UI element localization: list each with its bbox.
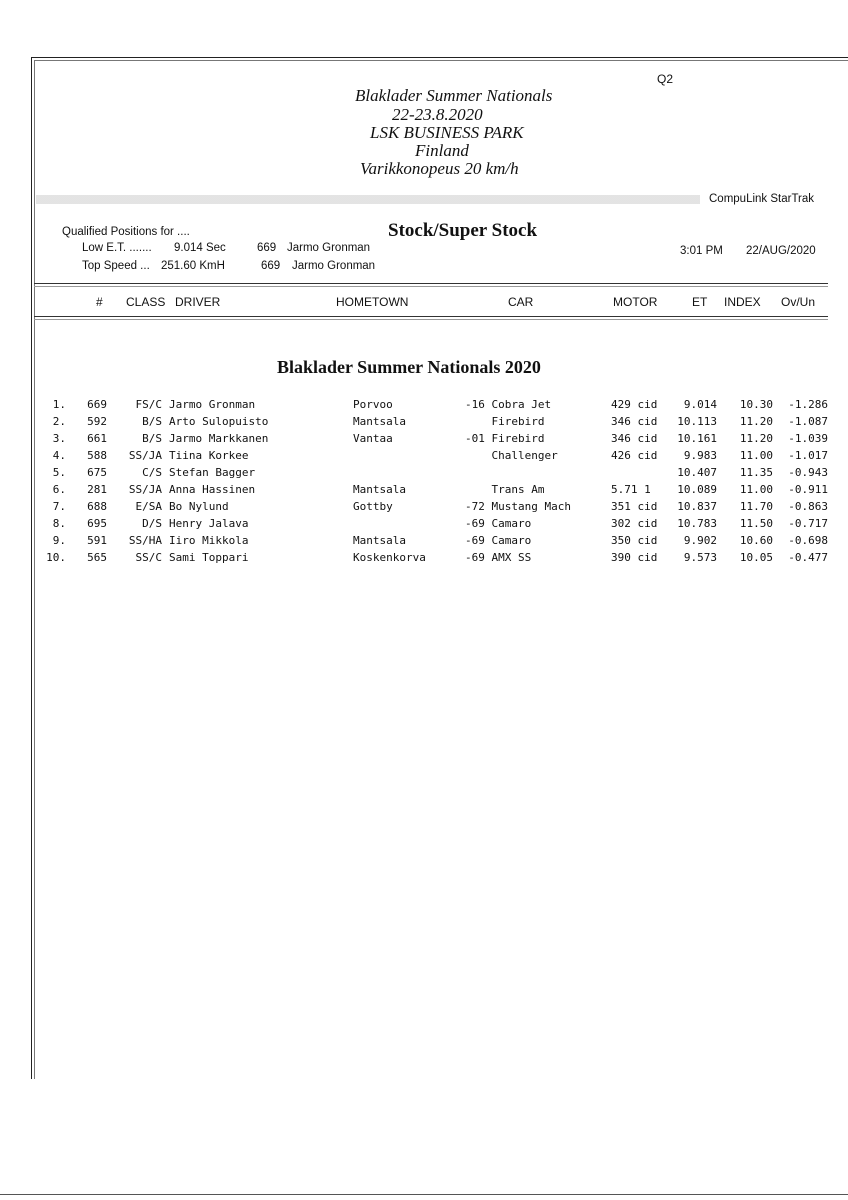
- index: 11.00: [739, 483, 773, 496]
- col-header-index: INDEX: [724, 295, 761, 309]
- over-under: -0.911: [788, 483, 828, 496]
- car: -69 AMX SS: [465, 551, 532, 564]
- over-under: -1.087: [788, 415, 828, 428]
- hometown: Vantaa: [353, 432, 393, 445]
- low-et-driver: Jarmo Gronman: [287, 242, 371, 254]
- motor: 429 cid: [611, 398, 658, 411]
- class: SS/JA: [128, 449, 162, 462]
- table-row: [0, 532, 848, 549]
- et: 10.089: [677, 483, 717, 496]
- driver: Henry Jalava: [169, 517, 249, 530]
- position: 7.: [52, 500, 66, 513]
- page-frame-left-inner: [34, 60, 35, 1079]
- index: 11.35: [739, 466, 773, 479]
- low-et-value: 9.014 Sec: [174, 242, 226, 254]
- car-number: 669: [87, 398, 107, 411]
- table-row: [0, 413, 848, 430]
- table-row: [0, 481, 848, 498]
- class: SS/C: [135, 551, 162, 564]
- results-title: Blaklader Summer Nationals 2020: [277, 357, 541, 377]
- event-name: Blaklader Summer Nationals: [355, 86, 553, 105]
- class: SS/JA: [128, 483, 162, 496]
- over-under: -1.039: [788, 432, 828, 445]
- header-rule-bottom-2: [34, 319, 828, 320]
- car: -69 Camaro: [465, 517, 532, 530]
- class: SS/HA: [128, 534, 162, 547]
- position: 4.: [52, 449, 66, 462]
- over-under: -1.017: [788, 449, 828, 462]
- et: 9.014: [683, 398, 717, 411]
- index: 11.00: [739, 449, 773, 462]
- top-speed-value: 251.60 KmH: [161, 260, 225, 272]
- top-speed-label: Top Speed ...: [82, 260, 150, 272]
- over-under: -0.698: [788, 534, 828, 547]
- car-number: 592: [87, 415, 107, 428]
- driver: Jarmo Markkanen: [169, 432, 269, 445]
- car-number: 281: [87, 483, 107, 496]
- index: 11.70: [739, 500, 773, 513]
- motor: 5.71 1: [611, 483, 651, 496]
- class: C/S: [142, 466, 162, 479]
- position: 8.: [52, 517, 66, 530]
- motor: 426 cid: [611, 449, 658, 462]
- driver: Stefan Bagger: [169, 466, 256, 479]
- col-header-car: CAR: [508, 295, 534, 309]
- motor: 351 cid: [611, 500, 658, 513]
- position: 9.: [52, 534, 66, 547]
- driver: Bo Nylund: [169, 500, 229, 513]
- col-header-ov-un: Ov/Un: [781, 295, 816, 309]
- car: -01 Firebird: [465, 432, 545, 445]
- et: 10.407: [677, 466, 717, 479]
- class: B/S: [142, 415, 162, 428]
- motor: 302 cid: [611, 517, 658, 530]
- et: 9.983: [683, 449, 717, 462]
- hometown: Koskenkorva: [353, 551, 426, 564]
- col-header-class: CLASS: [126, 295, 166, 309]
- table-row: [0, 430, 848, 447]
- car-number: 688: [87, 500, 107, 513]
- motor: 390 cid: [611, 551, 658, 564]
- car: Firebird: [465, 415, 545, 428]
- index: 11.20: [739, 415, 773, 428]
- class: FS/C: [135, 398, 162, 411]
- car: -69 Camaro: [465, 534, 532, 547]
- event-venue: LSK BUSINESS PARK: [370, 123, 524, 142]
- qualifier-tag: Q2: [657, 72, 674, 86]
- table-row: [0, 515, 848, 532]
- et: 10.837: [677, 500, 717, 513]
- col-header-hometown: HOMETOWN: [336, 295, 409, 309]
- table-row: [0, 498, 848, 515]
- report-date: 22/AUG/2020: [746, 245, 816, 257]
- car-number: 675: [87, 466, 107, 479]
- car-number: 588: [87, 449, 107, 462]
- dotted-separator: [36, 195, 700, 204]
- hometown: Gottby: [353, 500, 393, 513]
- et: 10.161: [677, 432, 717, 445]
- software-brand: CompuLink StarTrak: [709, 193, 815, 205]
- header-rule-top-2: [34, 286, 828, 287]
- qualified-label: Qualified Positions for ....: [62, 226, 190, 238]
- hometown: Porvoo: [353, 398, 393, 411]
- low-et-label: Low E.T. .......: [82, 242, 152, 254]
- position: 5.: [52, 466, 66, 479]
- et: 9.902: [683, 534, 717, 547]
- over-under: -0.717: [788, 517, 828, 530]
- index: 10.05: [739, 551, 773, 564]
- car: -16 Cobra Jet: [465, 398, 552, 411]
- driver: Sami Toppari: [169, 551, 249, 564]
- position: 3.: [52, 432, 66, 445]
- driver: Tiina Korkee: [169, 449, 249, 462]
- page-frame-top: [31, 57, 848, 58]
- car: Challenger: [465, 449, 558, 462]
- position: 2.: [52, 415, 66, 428]
- table-row: [0, 447, 848, 464]
- position: 10.: [46, 551, 66, 564]
- over-under: -0.863: [788, 500, 828, 513]
- driver: Arto Sulopuisto: [169, 415, 269, 428]
- et: 10.113: [677, 415, 717, 428]
- class-title: Stock/Super Stock: [388, 220, 538, 241]
- report-time: 3:01 PM: [680, 245, 723, 257]
- hometown: Mantsala: [353, 483, 406, 496]
- over-under: -0.477: [788, 551, 828, 564]
- class: B/S: [142, 432, 162, 445]
- col-header-et: ET: [692, 295, 708, 309]
- event-dates: 22-23.8.2020: [392, 105, 483, 124]
- top-speed-car-number: 669: [261, 260, 281, 272]
- table-row: [0, 464, 848, 481]
- top-speed-driver: Jarmo Gronman: [292, 260, 376, 272]
- car: -72 Mustang Mach: [465, 500, 571, 513]
- motor: 346 cid: [611, 432, 658, 445]
- car-number: 565: [87, 551, 107, 564]
- car: Trans Am: [465, 483, 545, 496]
- event-note: Varikkonopeus 20 km/h: [360, 159, 519, 178]
- header-rule-bottom: [34, 316, 828, 317]
- index: 11.50: [739, 517, 773, 530]
- driver: Jarmo Gronman: [169, 398, 256, 411]
- car-number: 591: [87, 534, 107, 547]
- table-row: [0, 549, 848, 566]
- index: 10.60: [739, 534, 773, 547]
- motor: 346 cid: [611, 415, 658, 428]
- driver: Anna Hassinen: [169, 483, 256, 496]
- hometown: Mantsala: [353, 534, 406, 547]
- et: 10.783: [677, 517, 717, 530]
- hometown: Mantsala: [353, 415, 406, 428]
- event-country: Finland: [415, 141, 469, 160]
- position: 6.: [52, 483, 66, 496]
- et: 9.573: [683, 551, 717, 564]
- driver: Iiro Mikkola: [169, 534, 249, 547]
- page-frame-top-inner: [34, 60, 848, 61]
- col-header-driver: DRIVER: [175, 295, 221, 309]
- page-frame-left: [31, 57, 32, 1079]
- over-under: -0.943: [788, 466, 828, 479]
- col-header-number: #: [96, 295, 103, 309]
- class: D/S: [142, 517, 162, 530]
- position: 1.: [52, 398, 66, 411]
- page-bottom-rule: [0, 1194, 848, 1195]
- header-rule-top: [34, 283, 828, 284]
- motor: 350 cid: [611, 534, 658, 547]
- index: 11.20: [739, 432, 773, 445]
- class: E/SA: [135, 500, 162, 513]
- table-row: [0, 396, 848, 413]
- over-under: -1.286: [788, 398, 828, 411]
- col-header-motor: MOTOR: [613, 295, 658, 309]
- car-number: 695: [87, 517, 107, 530]
- car-number: 661: [87, 432, 107, 445]
- low-et-car-number: 669: [257, 242, 277, 254]
- index: 10.30: [739, 398, 773, 411]
